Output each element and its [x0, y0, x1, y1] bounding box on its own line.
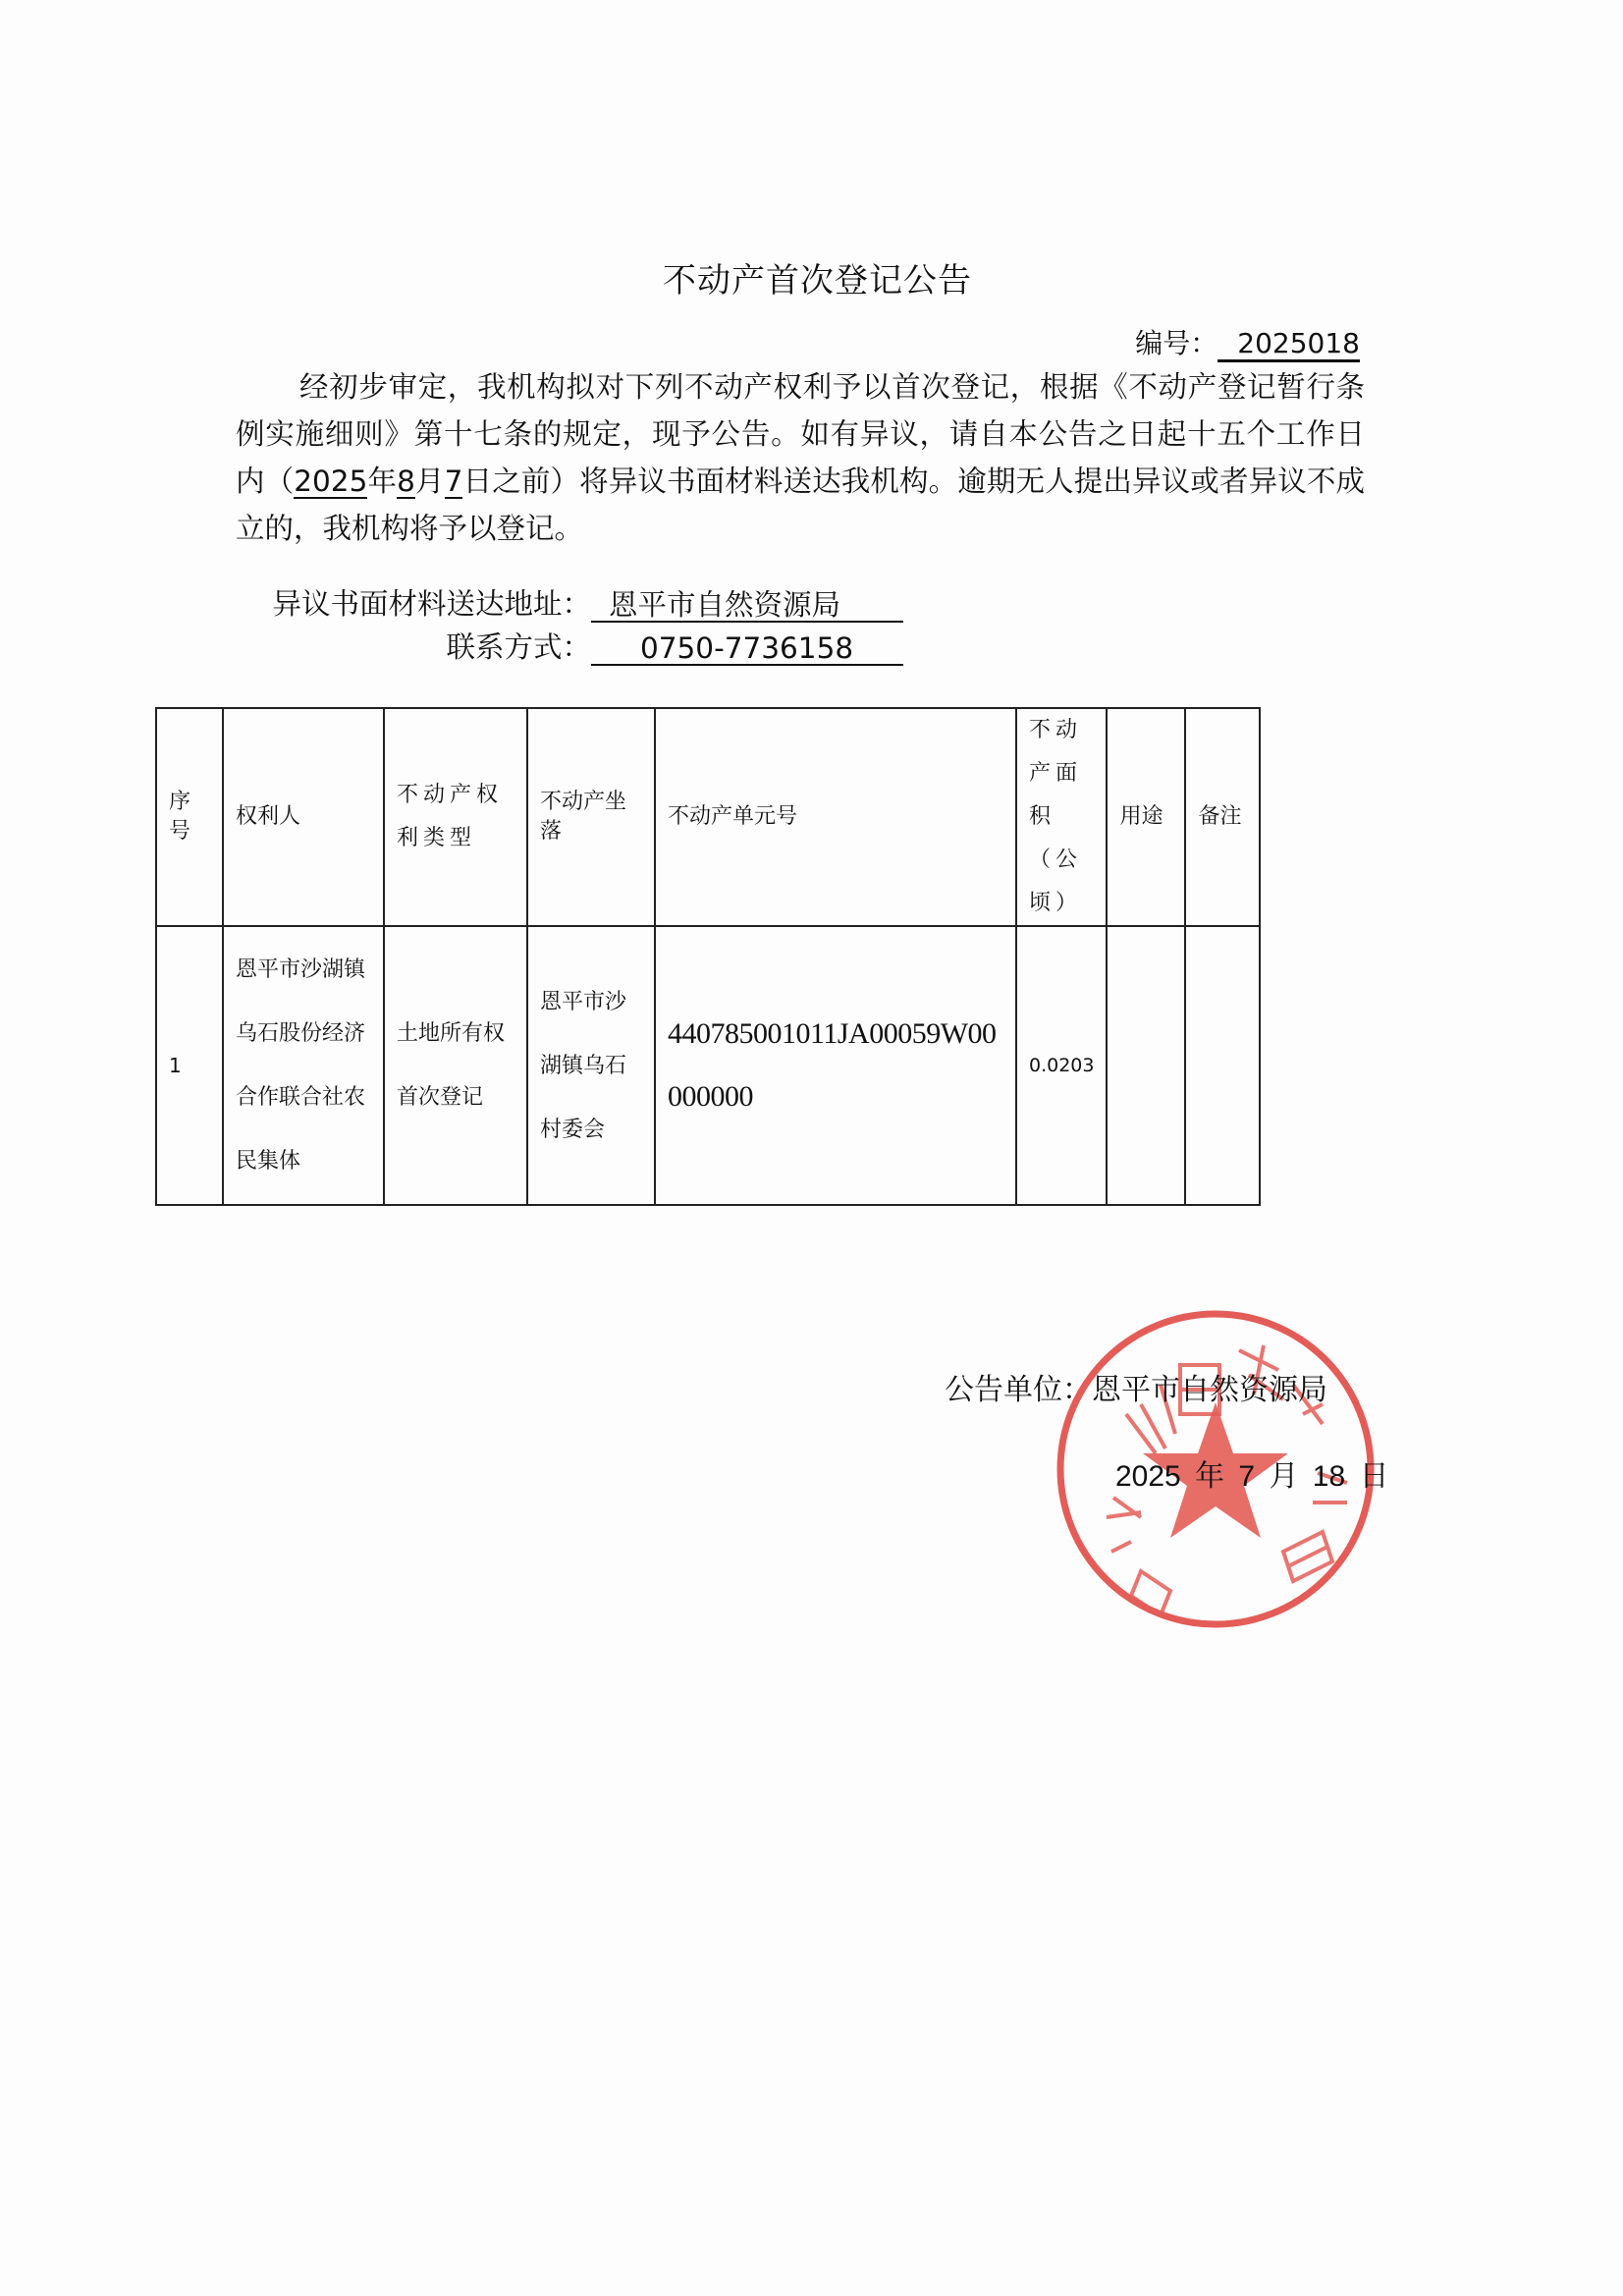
table-row	[156, 926, 1260, 1205]
year-char: 年	[367, 465, 398, 498]
cell-unit-no: 440785001011JA00059W00000000	[655, 926, 1016, 1205]
cell-area: 0.0203	[1016, 926, 1107, 1205]
issue-date-year: 2025	[1115, 1460, 1181, 1493]
cell-seq: 1	[156, 926, 223, 1205]
document-number-value: 2025018	[1217, 329, 1360, 362]
month-char: 月	[414, 465, 445, 498]
header-area: 不动产面积（公顷）	[1016, 708, 1107, 926]
cell-owner: 恩平市沙湖镇乌石股份经济合作联合社农民集体	[223, 926, 384, 1205]
objection-address-value: 恩平市自然资源局	[591, 590, 903, 623]
page-title: 不动产首次登记公告	[663, 261, 972, 301]
table-header-row	[156, 708, 1260, 926]
cell-remarks	[1185, 926, 1260, 1205]
contact-info	[236, 579, 903, 666]
paragraph-part2: 日之前）将异议书面材料送达我机构。逾期无人提出异议或者异议不成立的，我机构将予以登记。	[236, 465, 1365, 545]
header-remarks: 备注	[1185, 708, 1260, 926]
contact-label: 联系方式：	[446, 630, 591, 664]
issue-date-day: 18	[1312, 1460, 1346, 1493]
header-unit-no: 不动产单元号	[655, 708, 1016, 926]
issue-date: 2025 年 7 月 18 日	[1115, 1460, 1389, 1493]
registration-table	[155, 707, 1261, 1206]
header-right-type: 不动产权利类型	[384, 708, 527, 926]
issuer-line	[945, 1365, 1327, 1408]
paragraph-part1: 经初步审定，我机构拟对下列不动产权利予以首次登记，根据《不动产登记暂行条例实施细则》第十七条的规定，现予公告。如有异议，请自本公告之日起十五个工作日内（	[236, 370, 1365, 498]
issuer-name: 恩平市自然资源局	[1092, 1373, 1327, 1407]
cell-usage	[1107, 926, 1185, 1205]
document-number	[1135, 322, 1360, 362]
deadline-year: 2025	[294, 465, 368, 498]
objection-address-row	[236, 579, 903, 623]
issue-date-month: 7	[1238, 1460, 1256, 1493]
issuer-label: 公告单位：	[945, 1373, 1092, 1407]
document-number-label: 编号：	[1135, 327, 1218, 359]
header-usage: 用途	[1107, 708, 1185, 926]
objection-address-label: 异议书面材料送达地址：	[272, 587, 591, 621]
contact-phone-value: 0750-7736158	[591, 633, 903, 666]
header-location: 不动产坐落	[527, 708, 655, 926]
cell-right-type: 土地所有权首次登记	[384, 926, 527, 1205]
deadline-month: 8	[397, 465, 415, 498]
header-owner: 权利人	[223, 708, 384, 926]
notice-paragraph	[236, 363, 1365, 552]
contact-phone-row	[236, 623, 903, 666]
deadline-day: 7	[444, 465, 463, 498]
header-seq: 序号	[156, 708, 223, 926]
cell-location: 恩平市沙湖镇乌石村委会	[527, 926, 655, 1205]
